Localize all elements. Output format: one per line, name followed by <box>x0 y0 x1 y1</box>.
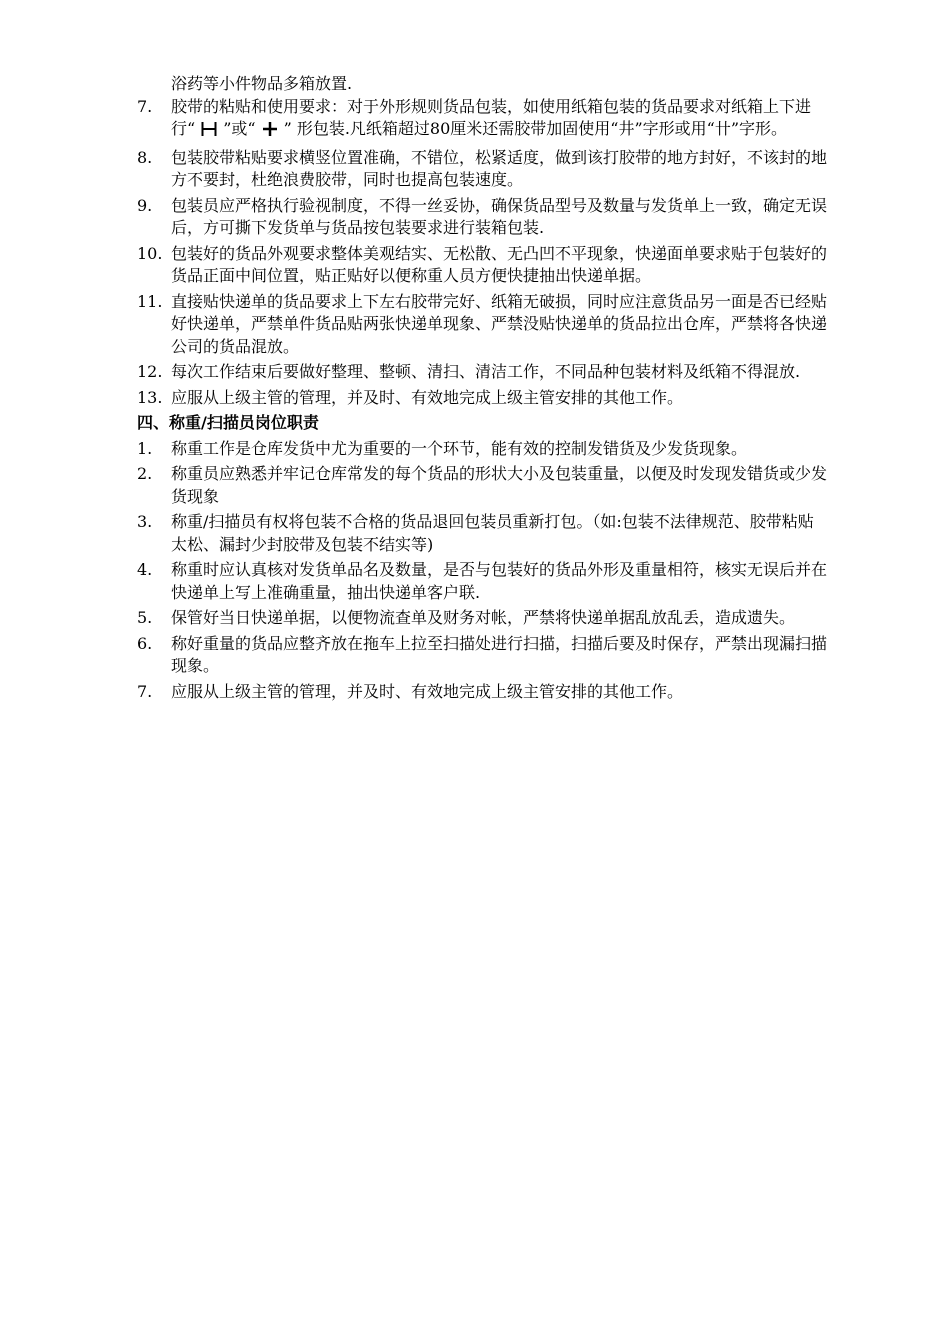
list-item <box>137 195 827 240</box>
item-number: 8. <box>137 147 153 167</box>
section-heading: 四、称重/扫描员岗位职责 <box>137 413 319 432</box>
item-number: 5. <box>137 608 153 627</box>
item-number: 9. <box>137 195 153 215</box>
list-item <box>137 438 827 461</box>
item-number: 7. <box>137 96 153 116</box>
item-text-part: ” 形包装.凡纸箱超过80厘米还需胶带加固使用“井”字形或用“卄”字形。 <box>283 119 787 138</box>
item-text: 称重时应认真核对发货单品名及数量，是否与包装好的货品外形及重量相符，核实无误后并在快递单上写上准确重量，抽出快递单客户联. <box>171 560 828 602</box>
item-text: 称好重量的货品应整齐放在拖车上拉至扫描处进行扫描，扫描后要及时保存，严禁出现漏扫描现象。 <box>171 633 828 675</box>
item-number: 13. <box>137 387 163 407</box>
item-number: 4. <box>137 560 153 579</box>
list-item <box>137 147 827 192</box>
item-number: 6. <box>137 633 153 653</box>
item-text: 称重工作是仓库发货中尤为重要的一个环节，能有效的控制发错货及少发货现象。 <box>171 438 748 458</box>
list-item <box>137 387 827 410</box>
item-text: 包装胶带粘贴要求横竖位置准确，不错位，松紧适度，做到该打胶带的地方封好，不该封的地方不要封，杜绝浪费胶带，同时也提高包装速度。 <box>171 147 828 189</box>
item-number: 11. <box>137 291 163 311</box>
list-item <box>137 559 827 604</box>
item-text: 保管好当日快递单据，以便物流查单及财务对帐，严禁将快递单据乱放乱丢，造成遗失。 <box>171 608 796 627</box>
list-item <box>137 361 827 384</box>
item-text: 称重/扫描员有权将包装不合格的货品退回包装员重新打包。（如:包装不法律规范、胶带粘贴太松、漏封少封胶带及包装不结实等) <box>171 512 814 554</box>
item-text: 直接贴快递单的货品要求上下左右胶带完好、纸箱无破损，同时应注意货品另一面是否已经贴好快递单，严禁单件货品贴两张快递单现象、严禁没贴快递单的货品拉出仓库，严禁将各快递公司的货品混放。 <box>171 291 828 356</box>
item-text: 包装员应严格执行验视制度，不得一丝妥协，确保货品型号及数量与发货单上一致，确定无误后，方可撕下发货单与货品按包装要求进行装箱包装. <box>171 195 828 237</box>
tape-cross-shape-icon <box>262 121 278 144</box>
list-item <box>137 633 827 678</box>
document-body <box>137 73 827 706</box>
item-text: 包装好的货品外观要求整体美观结实、无松散、无凸凹不平现象，快递面单要求贴于包装好的货品正面中间位置，贴正贴好以便称重人员方便快捷抽出快递单据。 <box>171 243 828 285</box>
list-item <box>137 511 827 556</box>
list-item <box>137 463 827 508</box>
item-number: 2. <box>137 464 153 483</box>
list-item <box>137 291 827 359</box>
item-number: 10. <box>137 243 163 263</box>
continuation-line: 浴药等小件物品多箱放置. <box>171 74 353 93</box>
item-text: 应服从上级主管的管理，并及时、有效地完成上级主管安排的其他工作。 <box>171 387 684 407</box>
tape-h-shape-icon <box>201 121 217 144</box>
list-item <box>137 243 827 288</box>
item-number: 1. <box>137 438 153 458</box>
item-number: 3. <box>137 512 153 531</box>
item-number: 7. <box>137 681 153 701</box>
item-number: 12. <box>137 362 163 381</box>
item-text: 每次工作结束后要做好整理、整顿、清扫、清洁工作，不同品种包装材料及纸箱不得混放. <box>171 362 801 381</box>
item-text: 应服从上级主管的管理，并及时、有效地完成上级主管安排的其他工作。 <box>171 681 684 701</box>
item-text: 称重员应熟悉并牢记仓库常发的每个货品的形状大小及包装重量，以便及时发现发错货或少发货现象 <box>171 464 828 506</box>
list-item <box>137 607 827 630</box>
list-item <box>137 96 827 144</box>
list-item <box>137 681 827 704</box>
item-text-part: ”或“ <box>223 119 256 138</box>
item-text-part: 胶带的粘贴和使用要求：对于外形规则货品包装，如使用纸箱包装的货品要求对纸箱上下进行“ <box>171 96 812 138</box>
